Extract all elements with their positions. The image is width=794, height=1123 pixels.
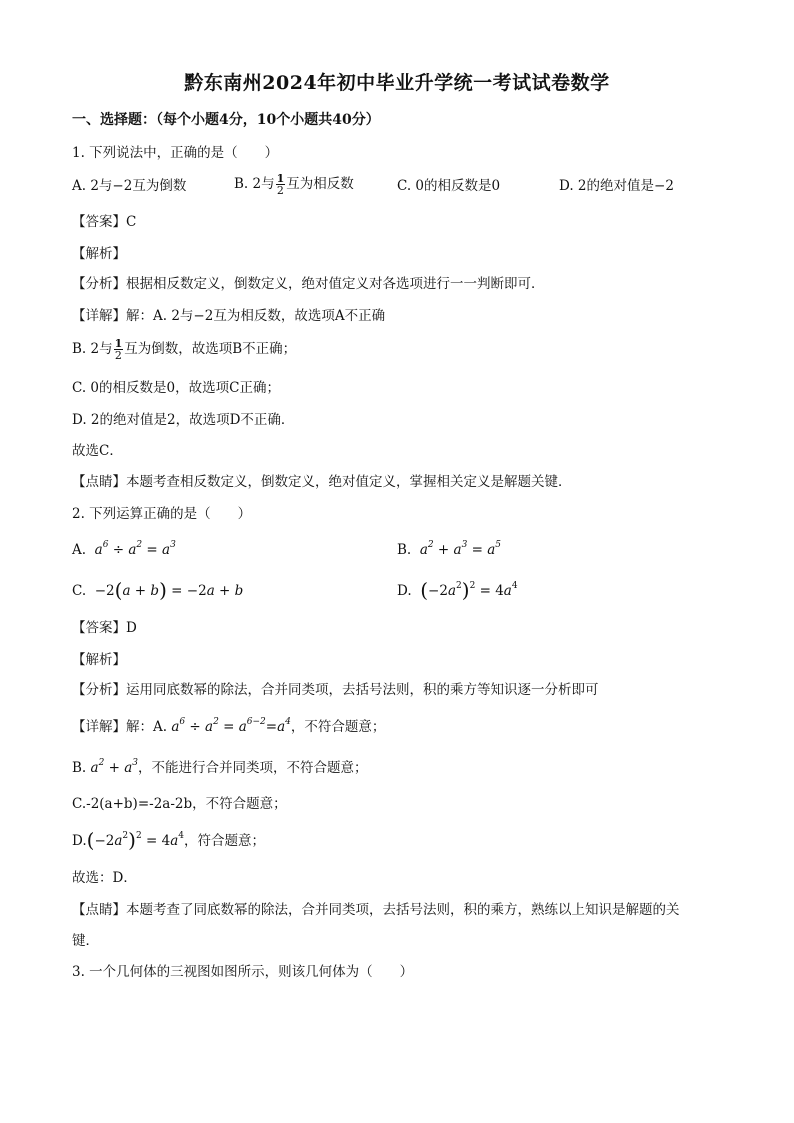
q2-option-c — [72, 580, 243, 601]
q2-xiangjie-pre: 【详解】解：A. — [72, 719, 168, 735]
q2-option-b — [397, 540, 501, 560]
q1-option-d: D. 2的绝对值是−2 — [559, 178, 674, 194]
q2-option-b-formula: $a^2 + a^3 = a^5$ — [419, 540, 501, 558]
q1-choose: 故选C． — [72, 443, 123, 459]
q2-detail-d — [72, 830, 265, 851]
q1-option-b-pre: B. 2与 — [234, 176, 275, 192]
q2-detail-c: C.-2(a+b)=-2a-2b，不符合题意； — [72, 796, 287, 812]
q2-answer: 【答案】D — [72, 620, 137, 636]
q2-option-a-label: A. — [72, 542, 87, 558]
q1-detail-b-post: 互为倒数，故选项B不正确； — [124, 341, 297, 357]
question-1-stem: 1. 下列说法中，正确的是（ ） — [72, 145, 279, 161]
q2-option-c-formula: −2(a + b) = −2a + b — [94, 578, 244, 602]
q1-answer: 【答案】C — [72, 214, 137, 230]
fraction-denominator: 2 — [276, 184, 284, 197]
q2-dianjing-line2: 键． — [72, 933, 99, 949]
q2-xiangjie-post: ，不符合题意； — [290, 719, 386, 735]
q1-detail-b — [72, 338, 296, 361]
section-heading: 一、选择题：（每个小题4分，10个小题共40分） — [72, 112, 380, 128]
q2-choose: 故选：D． — [72, 870, 137, 886]
q1-option-b-post: 互为相反数 — [286, 176, 354, 192]
q1-detail-c: C. 0的相反数是0，故选项C正确； — [72, 380, 280, 396]
fraction-numerator: 1 — [276, 172, 285, 185]
q2-dianjing-line1: 【点睛】本题考查了同底数幂的除法，合并同类项，去括号法则，积的乘方，熟练以上知识是解题的关 — [72, 902, 680, 918]
q2-detail-b — [72, 758, 368, 778]
q1-detail-d: D. 2的绝对值是2，故选项D不正确． — [72, 412, 295, 428]
q2-detail-b-pre: B. — [72, 760, 87, 776]
q2-detail-d-post: ，符合题意； — [183, 833, 265, 849]
q2-option-b-label: B. — [397, 542, 412, 558]
q1-option-b — [234, 173, 354, 196]
q1-fenxi: 【分析】根据相反数定义，倒数定义，绝对值定义对各选项进行一一判断即可． — [72, 276, 545, 292]
question-2-stem: 2. 下列运算正确的是（ ） — [72, 506, 252, 522]
q1-detail-b-pre: B. 2与 — [72, 341, 113, 357]
question-3-stem: 3. 一个几何体的三视图如图所示，则该几何体为（ ） — [72, 964, 414, 980]
q2-detail-d-formula: $(-2a^2)^2 = 4a^4$ — [86, 828, 184, 852]
q2-option-c-label: C. — [72, 583, 87, 599]
q2-option-d-label: D. — [397, 583, 412, 599]
q1-xiangjie: 【详解】解：A. 2与−2互为相反数，故选项A不正确 — [72, 308, 386, 324]
q2-detail-d-pre: D. — [72, 833, 87, 849]
q1-option-b-fraction — [276, 173, 286, 196]
q1-detail-b-fraction — [114, 338, 124, 361]
fraction-numerator: 1 — [114, 337, 123, 350]
q2-xiangjie-formula: $a^6 \div a^2 = a^{6-2}=a^4$ — [171, 717, 291, 735]
q2-fenxi: 【分析】运用同底数幂的除法，合并同类项，去括号法则，积的乘方等知识逐一分析即可 — [72, 682, 599, 698]
q1-option-c: C. 0的相反数是0 — [397, 178, 501, 194]
q2-option-d-formula: $(-2a^2)^2 = 4a^4$ — [420, 578, 518, 602]
q1-option-a: A. 2与−2互为倒数 — [72, 178, 187, 194]
q2-detail-b-post: ，不能进行合并同类项，不符合题意； — [138, 760, 368, 776]
page-title: 黔东南州2024年初中毕业升学统一考试试卷数学 — [184, 72, 610, 94]
q2-option-a-formula: $a^6 \div a^2 = a^3$ — [94, 540, 176, 558]
q2-analysis-heading: 【解析】 — [72, 652, 126, 668]
q1-analysis-heading: 【解析】 — [72, 246, 126, 262]
q2-detail-b-formula: $a^2 + a^3$ — [90, 758, 138, 776]
fraction-denominator: 2 — [114, 349, 122, 362]
q2-option-a — [72, 540, 176, 560]
q2-xiangjie — [72, 717, 385, 737]
q2-option-d — [397, 580, 518, 601]
q1-dianjing: 【点睛】本题考查相反数定义，倒数定义，绝对值定义，掌握相关定义是解题关键． — [72, 474, 572, 490]
